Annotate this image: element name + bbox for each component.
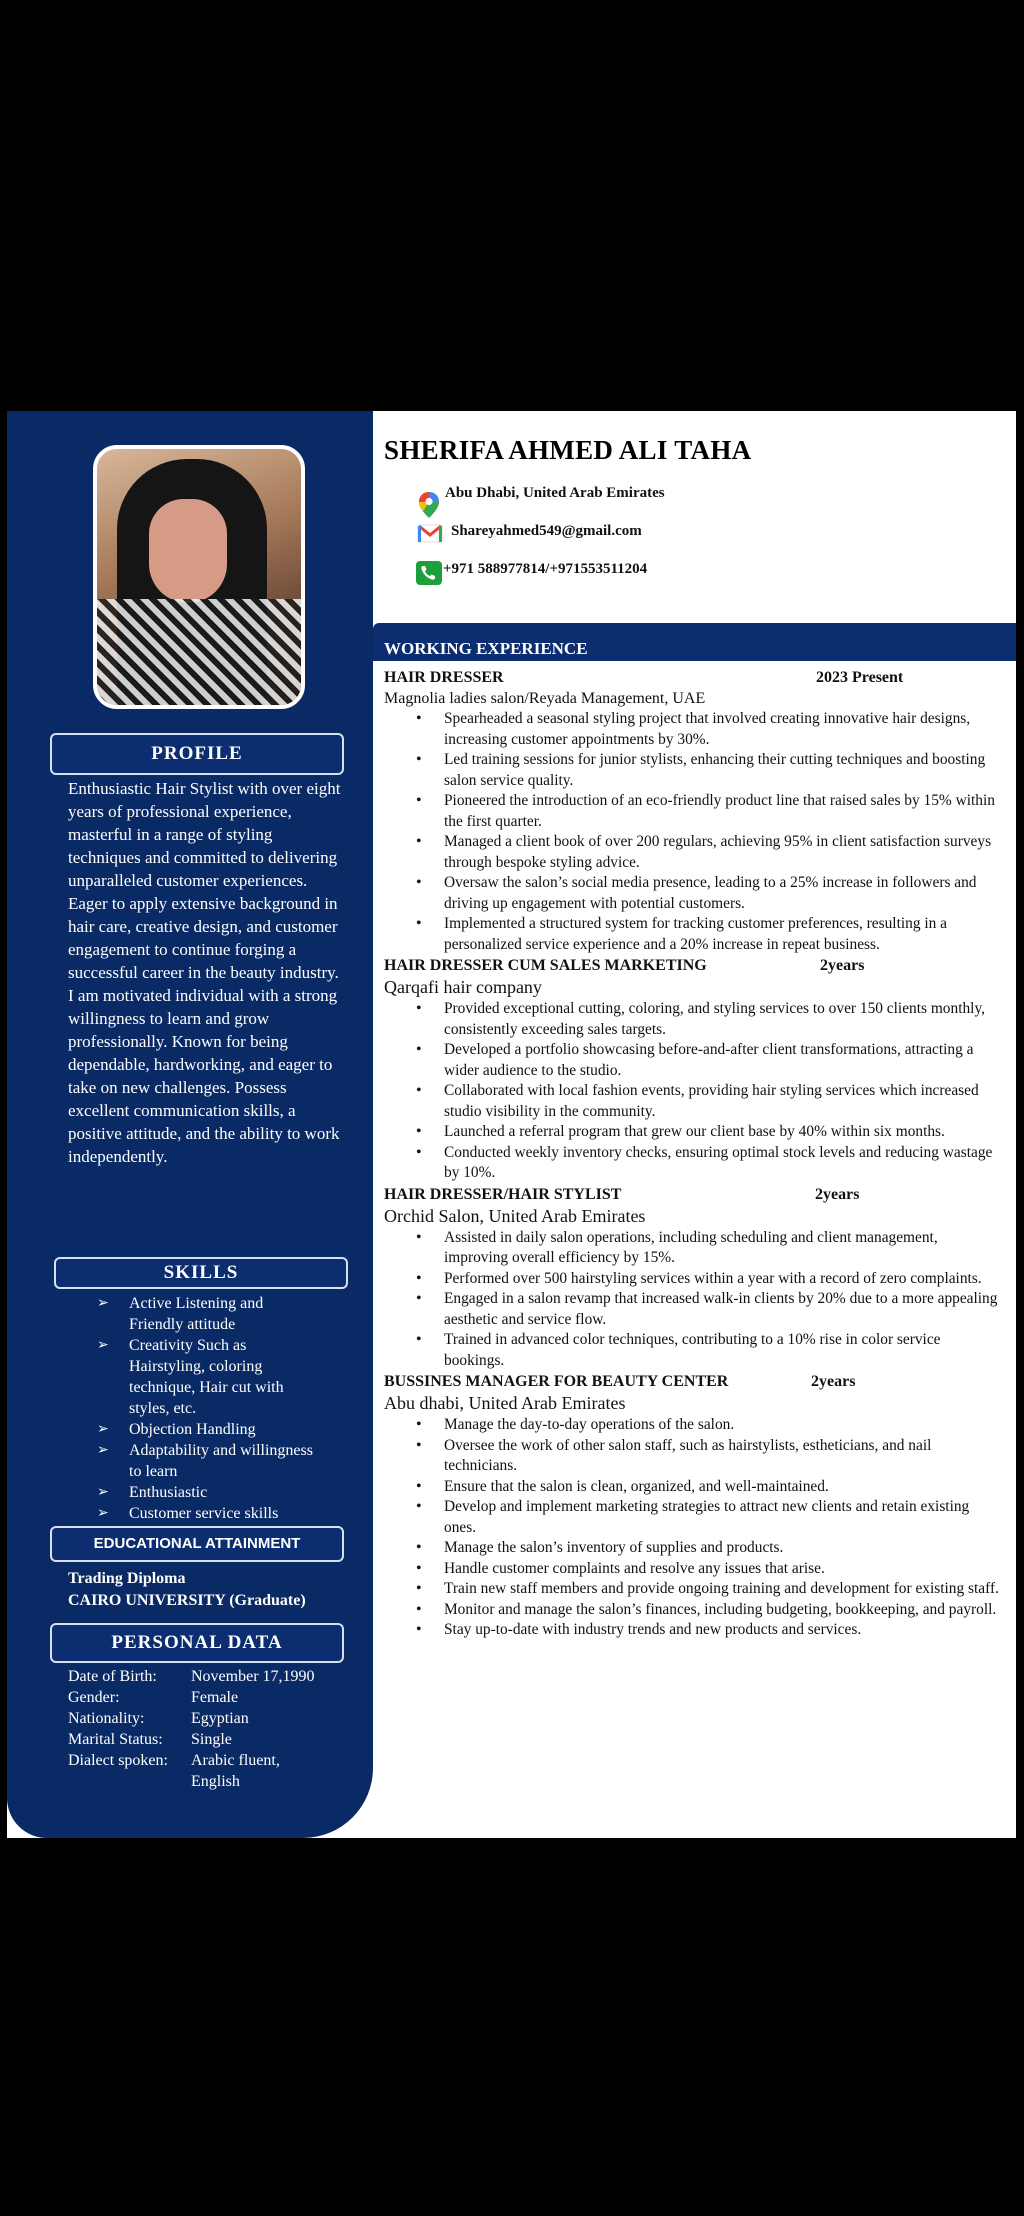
job-entry <box>384 955 1004 1184</box>
job-entry <box>384 667 1004 955</box>
job-company: Qarqafi hair company <box>384 977 542 997</box>
resume-page <box>7 411 1016 1838</box>
contact-location: Abu Dhabi, United Arab Emirates <box>445 485 665 501</box>
job-bullets <box>384 1228 1004 1372</box>
job-bullets <box>384 709 1004 955</box>
profile-photo <box>93 445 305 709</box>
personal-row: Gender: Female <box>68 1689 239 1706</box>
job-duration: 2023 Present <box>816 669 904 686</box>
arrow-bullet-icon: ➢ <box>97 1422 109 1437</box>
job-duration: 2years <box>820 957 865 974</box>
personal-row: Date of Birth: November 17,1990 <box>68 1668 315 1685</box>
location-pin-icon <box>418 491 440 519</box>
job-entry <box>384 1371 1004 1641</box>
job-bullet: • Trained in advanced color techniques, contributing to a 10% rise in color service bookings. <box>444 1330 1004 1371</box>
gmail-icon <box>417 523 443 543</box>
job-title: BUSSINES MANAGER FOR BEAUTY CENTER <box>384 1373 729 1390</box>
personal-row: Dialect spoken: Arabic fluent, English <box>68 1752 280 1790</box>
skill-item: ➢ Objection Handling <box>97 1421 256 1438</box>
job-duration: 2years <box>815 1185 860 1203</box>
personal-data <box>68 1666 331 1792</box>
job-bullets <box>384 999 1004 1184</box>
skills-list <box>97 1293 317 1524</box>
job-company: Orchid Salon, United Arab Emirates <box>384 1205 646 1226</box>
skill-item: ➢ Adaptability and willingness to learn <box>97 1442 313 1480</box>
skill-item: ➢ Active Listening and Friendly attitude <box>97 1295 264 1333</box>
job-bullet: • Implemented a structured system for tracking customer preferences, resulting in a personalized service experience and a 20% increase in repeat business. <box>444 914 1004 955</box>
skills-heading: SKILLS <box>54 1257 348 1289</box>
job-bullet: • Stay up-to-date with industry trends and new products and services. <box>444 1620 1004 1641</box>
skill-item: ➢ Customer service skills <box>97 1505 279 1522</box>
job-company: Abu dhabi, United Arab Emirates <box>384 1393 626 1413</box>
job-bullet: • Ensure that the salon is clean, organized, and well-maintained. <box>444 1477 1004 1498</box>
job-bullet: • Launched a referral program that grew our client base by 40% within six months. <box>444 1122 1004 1143</box>
job-bullet: • Oversee the work of other salon staff, such as hairstylists, estheticians, and nail technicians. <box>444 1436 1004 1477</box>
job-title: HAIR DRESSER <box>384 669 504 686</box>
personal-data-heading: PERSONAL DATA <box>50 1623 344 1663</box>
personal-row: Marital Status: Single <box>68 1731 232 1748</box>
job-duration: 2years <box>811 1373 856 1390</box>
job-bullet: • Monitor and manage the salon’s finances, including budgeting, bookkeeping, and payroll. <box>444 1600 1004 1621</box>
skill-item: ➢ Enthusiastic <box>97 1484 208 1501</box>
personal-row: Nationality: Egyptian <box>68 1710 249 1727</box>
job-bullet: • Train new staff members and provide ongoing training and development for existing staff. <box>444 1579 1004 1600</box>
profile-text: Enthusiastic Hair Stylist with over eight years of professional experience, masterful in a range of styling techniques and committed to delivering unparalleled customer experiences. Eager to apply extensive background in hair care, creative design, and customer engagement to continue forging a successful career in the beauty industry. I am motivated individual with a strong willingness to learn and grow professionally. Known for being dependable, hardworking, and eager to take on new challenges. Possess excellent communication skills, a positive attitude, and the ability to work independently. <box>68 779 341 1166</box>
education-line: CAIRO UNIVERSITY (Graduate) <box>68 1592 306 1609</box>
job-title: HAIR DRESSER/HAIR STYLIST <box>384 1185 622 1203</box>
job-bullet: • Performed over 500 hairstyling services within a year with a record of zero complaints. <box>444 1269 1004 1290</box>
skill-item: ➢ Creativity Such as Hairstyling, coloring technique, Hair cut with styles, etc. <box>97 1337 284 1417</box>
working-experience-heading: WORKING EXPERIENCE <box>373 623 1016 661</box>
education-heading: EDUCATIONAL ATTAINMENT <box>50 1526 344 1562</box>
arrow-bullet-icon: ➢ <box>97 1506 109 1521</box>
job-bullet: • Led training sessions for junior stylists, enhancing their cutting techniques and boosting salon service quality. <box>444 750 1004 791</box>
job-title: HAIR DRESSER CUM SALES MARKETING <box>384 957 707 974</box>
job-bullet: • Manage the day-to-day operations of the salon. <box>444 1415 1004 1436</box>
education-line: Trading Diploma <box>68 1570 186 1587</box>
arrow-bullet-icon: ➢ <box>97 1338 109 1353</box>
job-bullet: • Engaged in a salon revamp that increased walk-in clients by 20% due to a more appealing aesthetic and service flow. <box>444 1289 1004 1330</box>
job-bullet: • Oversaw the salon’s social media presence, leading to a 25% increase in followers and driving up engagement with potential customers. <box>444 873 1004 914</box>
contact-phone: +971 588977814/+971553511204 <box>443 561 648 577</box>
profile-heading: PROFILE <box>50 733 344 775</box>
job-bullet: • Handle customer complaints and resolve any issues that arise. <box>444 1559 1004 1580</box>
job-bullet: • Conducted weekly inventory checks, ensuring optimal stock levels and reducing wastage by 10%. <box>444 1143 1004 1184</box>
arrow-bullet-icon: ➢ <box>97 1296 109 1311</box>
job-entry <box>384 1184 1004 1372</box>
job-bullets <box>384 1415 1004 1641</box>
contact-email: Shareyahmed549@gmail.com <box>451 523 642 539</box>
arrow-bullet-icon: ➢ <box>97 1485 109 1500</box>
jobs-list <box>384 667 1004 1641</box>
job-bullet: • Assisted in daily salon operations, including scheduling and client management, improving overall efficiency by 15%. <box>444 1228 1004 1269</box>
arrow-bullet-icon: ➢ <box>97 1443 109 1458</box>
education-details <box>68 1568 306 1612</box>
job-bullet: • Spearheaded a seasonal styling project that involved creating innovative hair designs, increasing customer appointments by 30%. <box>444 709 1004 750</box>
job-bullet: • Managed a client book of over 200 regulars, achieving 95% in client satisfaction surveys through bespoke styling advice. <box>444 832 1004 873</box>
full-name: SHERIFA AHMED ALI TAHA <box>384 435 752 465</box>
main-content <box>373 411 1016 1838</box>
job-bullet: • Develop and implement marketing strategies to attract new clients and retain existing ones. <box>444 1497 1004 1538</box>
job-bullet: • Provided exceptional cutting, coloring, and styling services to over 150 clients monthly, consistently exceeding sales targets. <box>444 999 1004 1040</box>
job-bullet: • Manage the salon’s inventory of supplies and products. <box>444 1538 1004 1559</box>
phone-icon <box>416 561 442 585</box>
job-bullet: • Developed a portfolio showcasing before-and-after client transformations, attracting a wider audience to the studio. <box>444 1040 1004 1081</box>
job-bullet: • Collaborated with local fashion events, providing hair styling services which increased studio visibility in the community. <box>444 1081 1004 1122</box>
job-company: Magnolia ladies salon/Reyada Management, UAE <box>384 690 706 707</box>
sidebar <box>7 411 373 1838</box>
job-bullet: • Pioneered the introduction of an eco-friendly product line that raised sales by 15% within the first quarter. <box>444 791 1004 832</box>
